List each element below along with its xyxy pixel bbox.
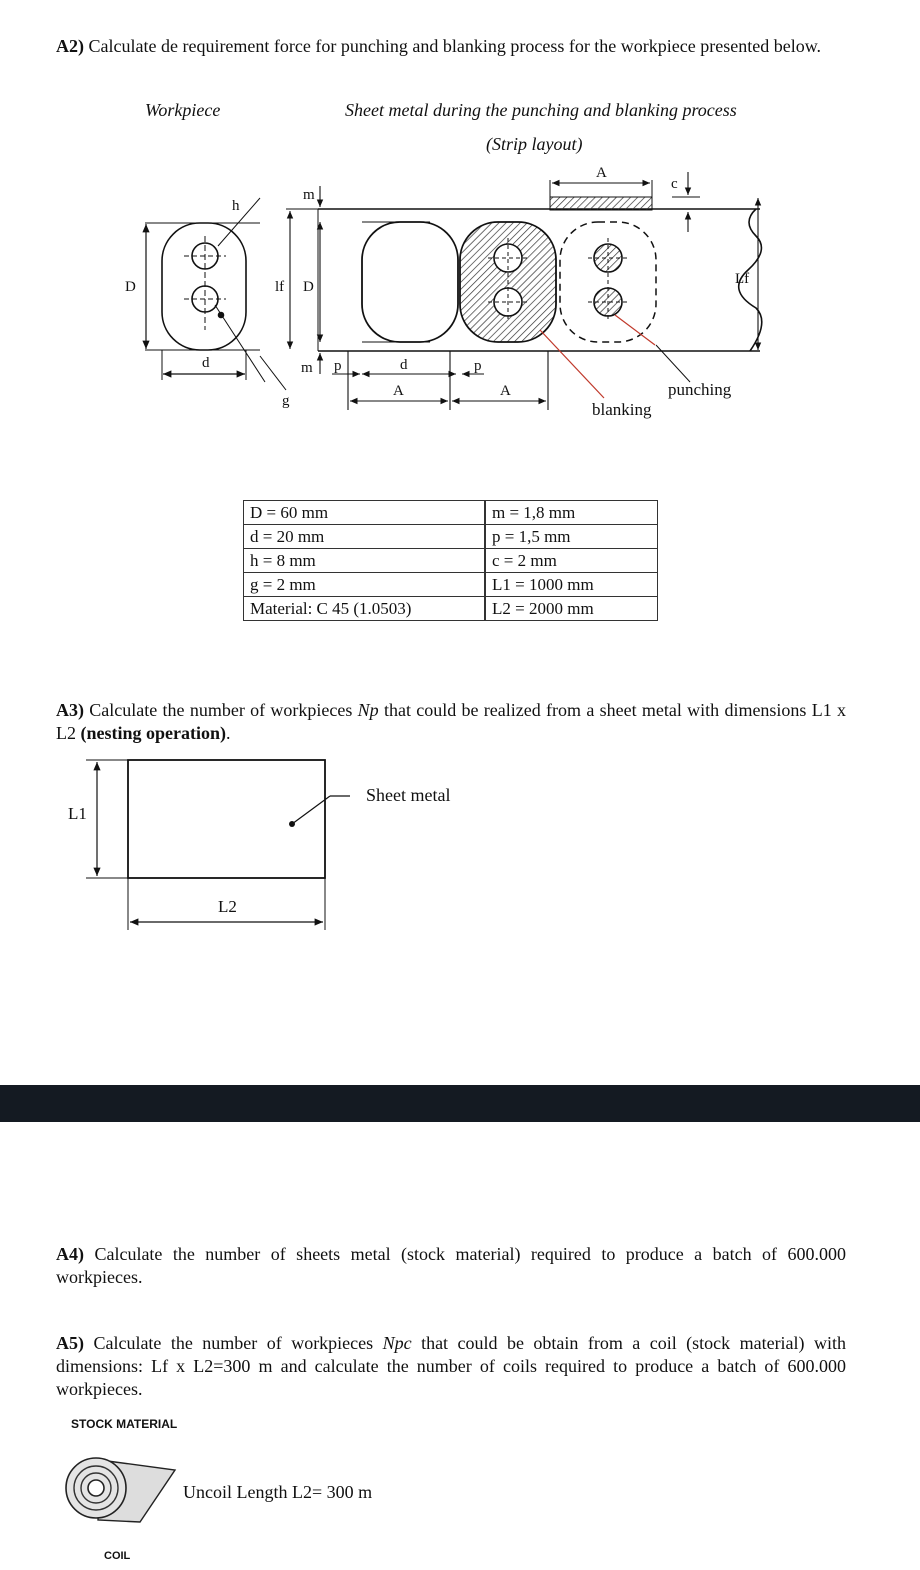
a3-bold: (nesting operation)	[80, 723, 226, 743]
label-m-bottom: m	[301, 360, 313, 376]
label-m-top: m	[303, 187, 315, 203]
label-blanking: blanking	[592, 400, 652, 419]
a2-label: A2)	[56, 36, 84, 56]
label-Lf: Lf	[735, 271, 750, 287]
label-h: h	[232, 198, 240, 214]
sheet-title: Sheet metal during the punching and blanking process	[345, 100, 737, 120]
label-punching: punching	[668, 380, 732, 399]
label-A-top: A	[596, 165, 607, 181]
a3-label: A3)	[56, 700, 84, 720]
a2-text: Calculate de requirement force for punching and blanking process for the workpiece presented below.	[88, 36, 822, 56]
a4-text: Calculate the number of sheets metal (stock material) required to produce a batch of 600.000 workpieces.	[56, 1244, 846, 1287]
label-D-strip: D	[303, 279, 314, 295]
a3-text-post: .	[226, 723, 231, 743]
a5-symbol: Npc	[382, 1333, 412, 1353]
a4-label: A4)	[56, 1244, 84, 1264]
param-g: g = 2 mm	[244, 573, 485, 597]
param-L2: L2 = 2000 mm	[486, 597, 658, 621]
a5-text-pre: Calculate the number of workpieces	[93, 1333, 374, 1353]
a3-text-pre: Calculate the number of workpieces	[89, 700, 353, 720]
label-L2: L2	[218, 897, 237, 916]
label-p-left: p	[334, 358, 342, 374]
label-d-workpiece: d	[202, 355, 210, 371]
label-g: g	[282, 393, 290, 409]
label-p-right: p	[474, 358, 482, 374]
a3-text-mid: that could be realized from a sheet metal with dimensions L1 x L2	[56, 700, 847, 743]
stock-material-label: STOCK MATERIAL	[71, 1417, 178, 1431]
param-h: h = 8 mm	[244, 549, 485, 573]
workpiece-title: Workpiece	[145, 100, 221, 120]
label-lf: lf	[275, 279, 285, 295]
a3-symbol: Np	[357, 700, 379, 720]
param-d: d = 20 mm	[244, 525, 485, 549]
param-L1: L1 = 1000 mm	[486, 573, 658, 597]
param-material: Material: C 45 (1.0503)	[244, 597, 485, 621]
a5-label: A5)	[56, 1333, 84, 1353]
coil-label: COIL	[104, 1550, 131, 1562]
coil-icon	[66, 1458, 175, 1522]
strip-layout-title: (Strip layout)	[486, 134, 583, 154]
label-c: c	[671, 176, 678, 192]
label-L1: L1	[68, 804, 87, 823]
param-m: m = 1,8 mm	[486, 501, 658, 525]
label-A-left: A	[393, 383, 404, 399]
label-d-strip: d	[400, 357, 408, 373]
label-D-workpiece: D	[125, 279, 136, 295]
label-A-right: A	[500, 383, 511, 399]
a5-text-post: that could be obtain from a coil (stock material) with dimensions: Lf x L2=300 m and calculate the number of coils required to produce a batch of 600.000 workpieces.	[56, 1333, 846, 1399]
param-D: D = 60 mm	[244, 501, 485, 525]
param-c: c = 2 mm	[486, 549, 658, 573]
sheet-metal-label: Sheet metal	[366, 785, 451, 805]
param-p: p = 1,5 mm	[486, 525, 658, 549]
uncoil-length-label: Uncoil Length L2= 300 m	[183, 1482, 373, 1502]
